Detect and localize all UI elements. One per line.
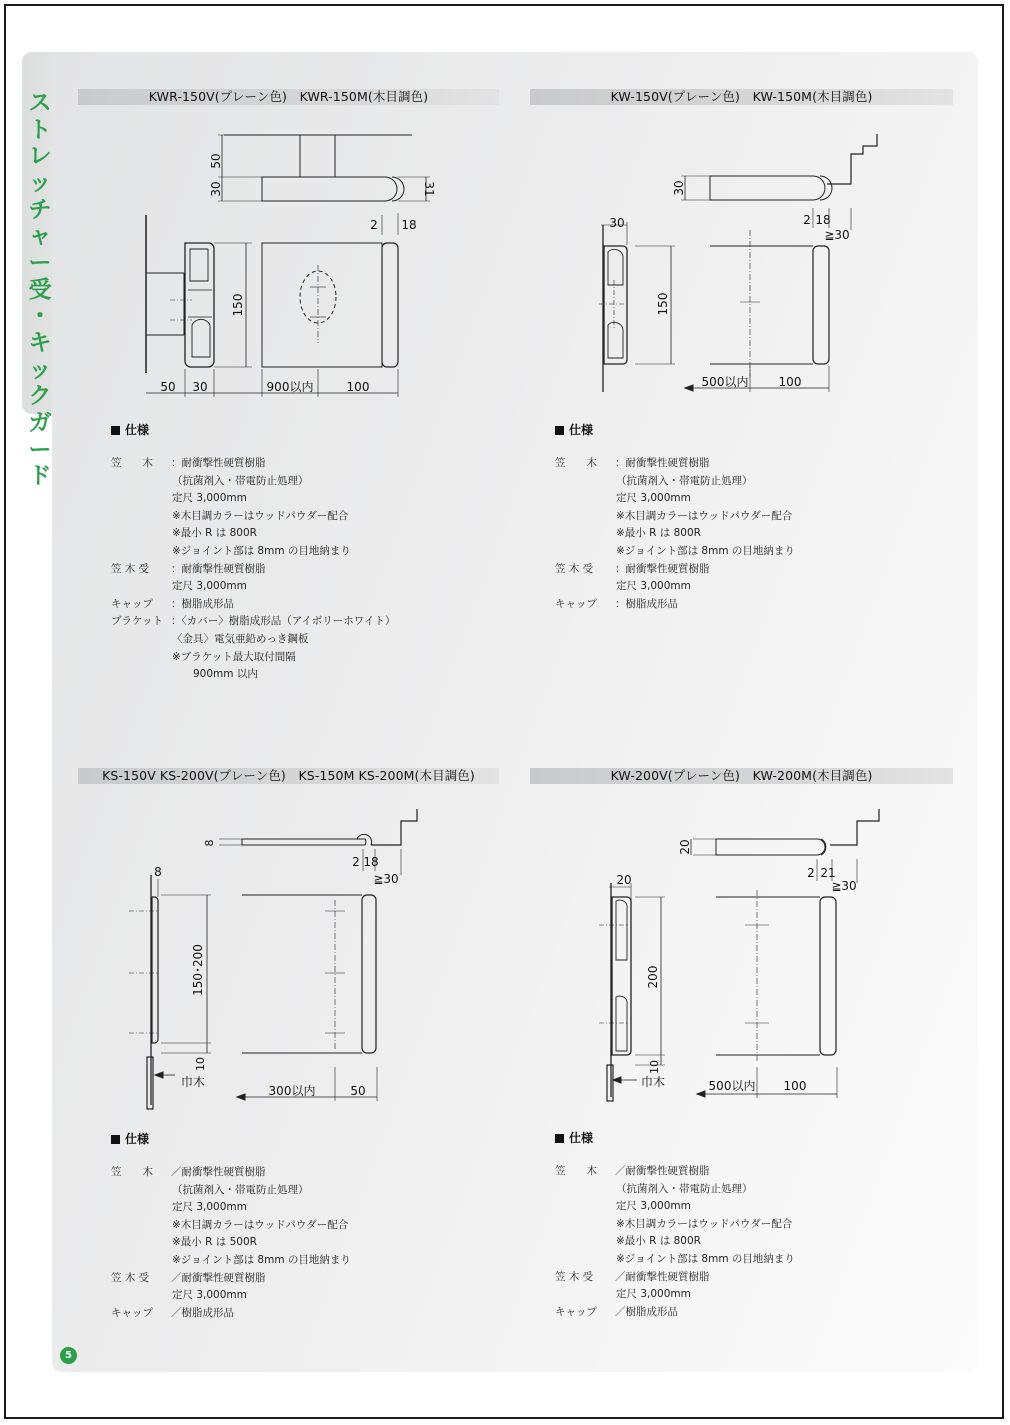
spec-label: キャップ xyxy=(555,1305,597,1318)
spec-label xyxy=(111,525,172,543)
spec-label: 笠 木 xyxy=(555,1165,597,1177)
spec-label xyxy=(111,543,172,561)
dim-w20: 20 xyxy=(616,873,632,887)
spec-value: ：耐衝撃性硬質樹脂 xyxy=(171,457,266,469)
spec-value: ：〈カバー〉樹脂成形品（アイボリーホワイト） xyxy=(171,615,396,628)
spec-label xyxy=(111,490,172,508)
spec-row xyxy=(555,1304,795,1322)
spec-value: ／耐衝撃性硬質樹脂 xyxy=(171,1166,266,1178)
spec-value: ※ジョイント部は 8mm の目地納まり xyxy=(172,544,351,557)
spec-row xyxy=(555,596,795,614)
dim-w300: 300以内 xyxy=(268,1084,316,1098)
dim-w500: 500以内 xyxy=(701,375,749,389)
dim-w900: 900以内 xyxy=(266,380,314,394)
dim-w30: 30 xyxy=(192,380,208,394)
category-title: ス ト レ ッ チ ャ ー 受 ・ キ ッ ク ガ ー ド xyxy=(28,90,52,490)
spec-label xyxy=(111,578,172,596)
dim-31: 31 xyxy=(422,181,436,197)
spec-label: 笠 木 xyxy=(111,457,153,469)
spec-label xyxy=(555,490,616,508)
spec-label xyxy=(111,1252,172,1270)
spec-label xyxy=(555,473,616,491)
dim-10: 10 xyxy=(648,1060,661,1074)
spec-row xyxy=(111,596,396,614)
spec-row xyxy=(111,1270,351,1288)
spec-value: 定尺 3,000mm xyxy=(172,580,247,593)
spec-row xyxy=(555,490,795,508)
spec-value: ／耐衝撃性硬質樹脂 xyxy=(171,1271,266,1284)
spec-value: ／樹脂成形品 xyxy=(615,1305,678,1318)
spec-label xyxy=(555,1286,616,1304)
spec-value: 〈金具〉電気亜鉛めっき鋼板 xyxy=(172,632,309,645)
dim-2: 2 xyxy=(370,218,378,232)
spec-label xyxy=(111,631,172,649)
spec-row xyxy=(555,1163,795,1181)
spec-value: ※木目調カラーはウッドパウダー配合 xyxy=(616,509,793,522)
spec-value: ※ブラケット最大取付間隔 xyxy=(172,650,296,663)
model-heading-kwr150: KWR-150V(プレーン色) KWR-150M(木目調色) xyxy=(78,89,499,105)
spec-row xyxy=(555,455,795,473)
spec-label xyxy=(111,1287,172,1305)
dim-150: 150 xyxy=(656,292,670,316)
spec-value: 定尺 3,000mm xyxy=(616,1288,691,1301)
drawing-kw150 xyxy=(595,130,885,395)
dim-ge30: ≧30 xyxy=(373,872,399,886)
spec-label: 笠 木 xyxy=(555,457,597,469)
spec-row xyxy=(111,1252,351,1270)
dim-2: 2 xyxy=(352,855,360,869)
dim-8-top: 8 xyxy=(203,839,216,847)
dim-2: 2 xyxy=(807,866,815,880)
spec-label: キャップ xyxy=(555,597,597,610)
spec-row xyxy=(111,455,396,473)
spec-title: 仕様 xyxy=(111,421,396,438)
spec-value: 定尺 3,000mm xyxy=(172,492,247,505)
spec-row xyxy=(555,543,795,561)
drawing-ks xyxy=(125,805,435,1105)
spec-label: 笠 木 受 xyxy=(555,562,594,575)
dim-150: 150 xyxy=(231,293,245,317)
spec-row xyxy=(555,578,795,596)
dim-30: 30 xyxy=(209,181,223,197)
model-heading-ks: KS-150V KS-200V(プレーン色) KS-150M KS-200M(木目調色) xyxy=(78,768,499,784)
spec-value: （抗菌剤入・帯電防止処理） xyxy=(616,474,753,487)
spec-row xyxy=(111,578,396,596)
spec-label xyxy=(111,1199,172,1217)
spec-label xyxy=(111,1234,172,1252)
dim-18: 18 xyxy=(815,213,831,227)
spec-label xyxy=(555,578,616,596)
model-heading-kw200: KW-200V(プレーン色) KW-200M(木目調色) xyxy=(530,768,953,784)
spec-value: （抗菌剤入・帯電防止処理） xyxy=(172,474,309,487)
spec-value: ※最小 R は 800R xyxy=(616,1235,701,1248)
spec-label: 笠 木 受 xyxy=(111,1271,150,1284)
spec-row xyxy=(111,490,396,508)
spec-label xyxy=(111,473,172,491)
spec-value: ※最小 R は 800R xyxy=(172,527,257,540)
baseboard-label: 巾木 xyxy=(640,1075,666,1089)
dim-w8: 8 xyxy=(154,865,162,879)
spec-value: （抗菌剤入・帯電防止処理） xyxy=(172,1183,309,1196)
spec-label: キャップ xyxy=(111,1306,153,1319)
page-number: 5 xyxy=(60,1347,77,1364)
spec-row xyxy=(111,1234,351,1252)
dim-18: 18 xyxy=(363,855,379,869)
spec-row xyxy=(555,561,795,579)
spec-block-kw200 xyxy=(555,1129,795,1321)
spec-label xyxy=(555,1198,616,1216)
spec-row xyxy=(111,666,396,684)
spec-row xyxy=(111,1287,351,1305)
spec-label: 笠 木 受 xyxy=(555,1270,594,1283)
spec-label xyxy=(555,1181,616,1199)
spec-label xyxy=(555,1233,616,1251)
spec-label xyxy=(111,666,172,684)
spec-value: ／樹脂成形品 xyxy=(171,1306,234,1319)
spec-value: ※最小 R は 500R xyxy=(172,1236,257,1249)
dim-10: 10 xyxy=(194,1057,207,1071)
spec-row xyxy=(111,543,396,561)
spec-value: ：耐衝撃性硬質樹脂 xyxy=(615,457,710,469)
spec-row xyxy=(555,1269,795,1287)
spec-value: 定尺 3,000mm xyxy=(616,1200,691,1213)
spec-label xyxy=(555,1216,616,1234)
dim-21: 21 xyxy=(820,866,836,880)
dim-20-top: 20 xyxy=(678,839,692,855)
spec-title: 仕様 xyxy=(555,1129,795,1146)
spec-value: ※木目調カラーはウッドパウダー配合 xyxy=(172,509,349,522)
spec-row xyxy=(111,1164,351,1182)
dim-w100: 100 xyxy=(778,375,802,389)
spec-row xyxy=(111,1305,351,1323)
square-bullet-icon xyxy=(111,426,120,435)
spec-label xyxy=(555,525,616,543)
spec-title: 仕様 xyxy=(111,1130,351,1147)
dim-w30: 30 xyxy=(609,216,625,230)
spec-row xyxy=(555,525,795,543)
spec-label: ブラケット xyxy=(111,615,163,628)
spec-block-kwr150 xyxy=(111,421,396,684)
dim-150-200: 150･200 xyxy=(191,944,205,996)
spec-row xyxy=(555,1181,795,1199)
spec-value: 定尺 3,000mm xyxy=(172,1289,247,1302)
spec-title: 仕様 xyxy=(555,421,795,438)
spec-value: （抗菌剤入・帯電防止処理） xyxy=(616,1182,753,1195)
square-bullet-icon xyxy=(555,1134,564,1143)
dim-200: 200 xyxy=(646,965,660,989)
square-bullet-icon xyxy=(555,426,564,435)
spec-row xyxy=(111,1199,351,1217)
spec-value: ／耐衝撃性硬質樹脂 xyxy=(615,1165,710,1177)
spec-block-ks xyxy=(111,1130,351,1322)
model-heading-kw150: KW-150V(プレーン色) KW-150M(木目調色) xyxy=(530,89,953,105)
spec-value: ：樹脂成形品 xyxy=(615,597,678,610)
dim-50: 50 xyxy=(209,153,223,169)
dim-ge30: ≧30 xyxy=(831,879,857,893)
spec-value: ※ジョイント部は 8mm の目地納まり xyxy=(616,1252,795,1265)
spec-value: ※木目調カラーはウッドパウダー配合 xyxy=(172,1218,349,1231)
spec-row xyxy=(111,473,396,491)
spec-label xyxy=(555,1251,616,1269)
spec-value: ：樹脂成形品 xyxy=(171,597,234,610)
spec-row xyxy=(555,1216,795,1234)
spec-value: ※ジョイント部は 8mm の目地納まり xyxy=(172,1253,351,1266)
spec-row xyxy=(555,1286,795,1304)
square-bullet-icon xyxy=(111,1135,120,1144)
dim-w50: 50 xyxy=(350,1084,366,1098)
spec-row xyxy=(111,613,396,631)
dim-2: 2 xyxy=(803,213,811,227)
spec-label xyxy=(555,508,616,526)
dim-30-top: 30 xyxy=(672,180,686,196)
spec-value: 定尺 3,000mm xyxy=(616,580,691,593)
spec-value: 900mm 以内 xyxy=(172,668,258,681)
baseboard-label: 巾木 xyxy=(180,1075,206,1089)
spec-row xyxy=(555,1198,795,1216)
spec-block-kw150 xyxy=(555,421,795,613)
spec-label xyxy=(111,508,172,526)
spec-value: ※木目調カラーはウッドパウダー配合 xyxy=(616,1217,793,1230)
spec-label: 笠 木 受 xyxy=(111,562,150,575)
spec-label: 笠 木 xyxy=(111,1166,153,1178)
spec-row xyxy=(111,508,396,526)
spec-row xyxy=(555,1251,795,1269)
spec-value: ：耐衝撃性硬質樹脂 xyxy=(615,562,710,575)
drawing-kw200 xyxy=(595,805,895,1100)
spec-value: ：耐衝撃性硬質樹脂 xyxy=(171,562,266,575)
spec-value: 定尺 3,000mm xyxy=(172,1201,247,1214)
spec-value: ／耐衝撃性硬質樹脂 xyxy=(615,1270,710,1283)
dim-18: 18 xyxy=(401,218,417,232)
spec-label xyxy=(555,543,616,561)
spec-row xyxy=(555,508,795,526)
drawing-kwr150 xyxy=(130,125,436,400)
spec-row xyxy=(555,473,795,491)
dim-w50: 50 xyxy=(160,380,176,394)
dim-ge30: ≧30 xyxy=(824,228,850,242)
spec-row xyxy=(111,1182,351,1200)
spec-label xyxy=(111,1182,172,1200)
dim-w500: 500以内 xyxy=(708,1079,756,1093)
spec-value: 定尺 3,000mm xyxy=(616,492,691,505)
spec-label xyxy=(111,649,172,667)
spec-value: ※最小 R は 800R xyxy=(616,527,701,540)
spec-row xyxy=(111,561,396,579)
spec-row xyxy=(111,1217,351,1235)
spec-label: キャップ xyxy=(111,597,153,610)
dim-w100: 100 xyxy=(346,380,370,394)
spec-value: ※ジョイント部は 8mm の目地納まり xyxy=(616,544,795,557)
spec-row xyxy=(111,649,396,667)
spec-row xyxy=(555,1233,795,1251)
spec-label xyxy=(111,1217,172,1235)
spec-row xyxy=(111,631,396,649)
spec-row xyxy=(111,525,396,543)
dim-w100: 100 xyxy=(783,1079,807,1093)
